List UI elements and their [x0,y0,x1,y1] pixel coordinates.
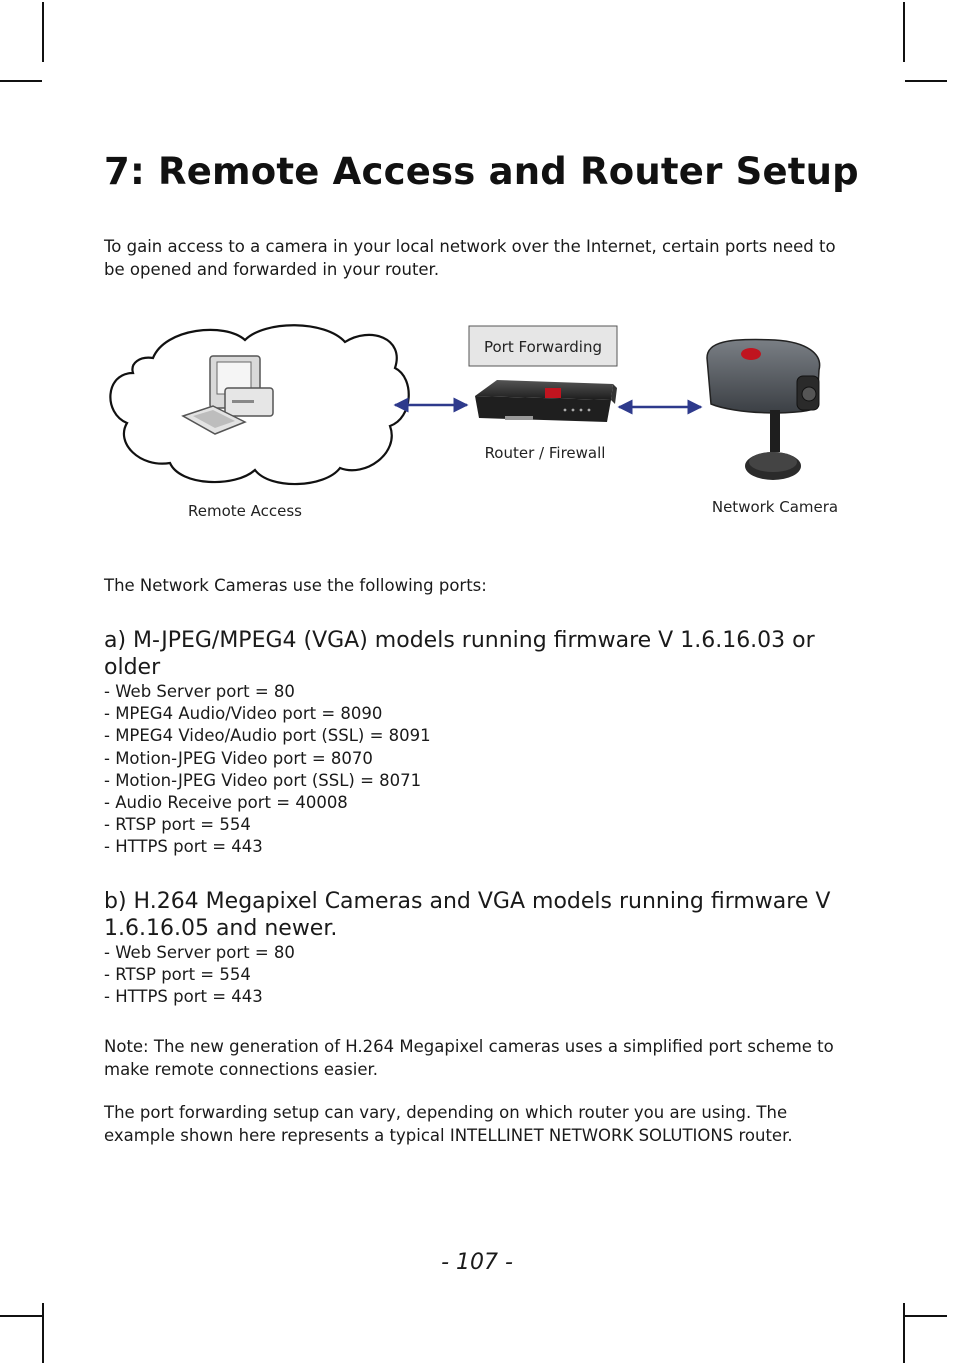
port-forwarding-label: Port Forwarding [483,338,603,356]
list-item: - RTSP port = 554 [104,965,251,985]
remote-access-label: Remote Access [188,502,302,520]
list-item: - Motion-JPEG Video port = 8070 [104,748,373,768]
list-item: - HTTPS port = 443 [104,987,263,1007]
ports-intro: The Network Cameras use the following ports: [104,576,487,595]
crop-mark [905,1315,947,1317]
list-item: - Web Server port = 80 [104,943,295,962]
crop-mark [42,2,44,62]
note-paragraph: Note: The new generation of H.264 Megapixel cameras uses a simplified port scheme to make remote connections easier. [104,1037,834,1079]
network-diagram [95,318,855,528]
section-b-port-list [104,942,295,1009]
section-a-heading: a) M-JPEG/MPEG4 (VGA) models running firmware V 1.6.16.03 or older [104,628,815,680]
network-camera-label: Network Camera [711,498,839,516]
router-icon [475,380,617,422]
list-item: - RTSP port = 554 [104,815,251,835]
page-title: 7: Remote Access and Router Setup [104,150,859,193]
list-item: - MPEG4 Audio/Video port = 8090 [104,704,383,724]
page-number: - 107 - [441,1250,513,1275]
section-a-port-list [104,681,431,859]
list-item: - MPEG4 Video/Audio port (SSL) = 8091 [104,726,431,746]
router-label: Router / Firewall [484,444,606,462]
closing-paragraph: The port forwarding setup can vary, depending on which router you are using. The example shown here represents a typical INTELLINET NETWORK SOLUTIONS router. [104,1103,793,1145]
intro-paragraph: To gain access to a camera in your local network over the Internet, certain ports need to be opened and forwarded in your router. [104,237,836,279]
crop-mark [0,1315,42,1317]
crop-mark [42,1303,44,1363]
camera-icon [707,340,820,480]
crop-mark [0,80,42,82]
list-item: - Audio Receive port = 40008 [104,793,348,813]
list-item: - Motion-JPEG Video port (SSL) = 8071 [104,770,422,790]
list-item: - Web Server port = 80 [104,682,295,701]
crop-mark [903,2,905,62]
section-b-heading: b) H.264 Megapixel Cameras and VGA models running firmware V 1.6.16.05 and newer. [104,889,831,941]
crop-mark [905,80,947,82]
crop-mark [903,1303,905,1363]
list-item: - HTTPS port = 443 [104,837,263,857]
